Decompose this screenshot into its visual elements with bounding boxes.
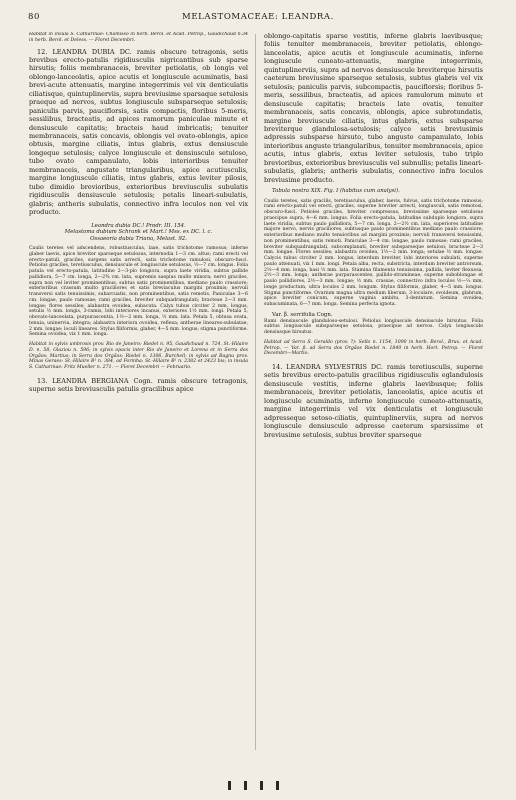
synonym-line: Leandra dubia DC.! Prodr. III. 154.: [91, 222, 186, 229]
synonym-line: Melastoma dubium Schrank et Mart.! Mss. ex DC. l. c.: [64, 229, 213, 236]
variety-description: Rami densiuscule glanduloso-setulosi. Petiolus longiuscule densiuscule hirsutus. Folia subtus longiuscule subsparseque setulosa, praecipue ad nervos. Calyx longiuscule densiusque hirsutus.: [264, 318, 483, 335]
page-header: [28, 12, 488, 24]
color-calibration-strip: [28, 776, 488, 790]
habitat-note: Habitat in insula S. Catharinae: Chamisso in herb. Berol. et Acad. Petrop., Gaudichaud n.34 in herb. Berol. et Deless. — Floret Decembri.: [29, 32, 248, 43]
running-title: MELASTOMACEAE: LEANDRA.: [182, 12, 334, 22]
variety-heading: Var. β. serrifolia Cogn.: [272, 311, 333, 318]
species-13-continuation: oblongo-capitatis sparse vestitis, inferne glabris laevibusque; foliis tenuiter membranaceis, breviter petiolatis, oblongo-lanceolatis, apice acutis et longiuscule acuminatis, inferne longiuscule cuneato-attenuatis, margine integerrimis, quintuplinerviis, supra ad nervos densiuscule breviterque hirsutis caeterum breviusime sparseque setulosis, subtus glabris vel vix setulosis; paniculis parvis, subcompactis, pauciflorsis; floribus 5-meris, sessilibus, bracteatis, ad apices ramulorum minute et densiuscule capitatis; bracteis late ovatis, tenuiter membranaceis, satis concavis, oblongis, apice subrotundatis, margine breviuscule ciliatis, intus glabris, extus subsparse breviterque glandulosa-setulosis; calyce setis breviusimis adpressis subsparse hirsuto, tubo anguste campanulato, lobis interioribus anguste triangularibus, tenuiter membranaceis, apice acutis, intus glabris, extus leviter setulosis, tubo triplo brevioribus, exterioribus breviusculis vel subnullis; petalis lineari-subulatis, glabris; antheris subulatis, connectivo infra loculos breviusime producto.: [264, 32, 483, 184]
left-column: [29, 32, 248, 770]
synonym-line: Ossaeoria dubia Triana, Melast. 92.: [90, 235, 187, 242]
habitat-note: Habitat in sylvis umbrosis prov. Rio de Janeiro: Riedel n. 95, Gaudichaud n. 724, St.-Hilaire D. n. 58, Glaziou n. 596; in sylvis opacis inter Rio de Janeiro et Lorena et in Serra dos Orgãos: Martius; in Serra dos Orgãos: Riedel n. 1306, Burchell; in sylvis ad Bagnu prov. Minas Geraes: St.-Hilaire B¹ n. 384, ad Forinha: St.-Hilaire B¹ n. 2382 et 2423 bis; in insula S. Catharinae: Fritz Mueller n. 271. — Floret Decembri — Februario.: [29, 342, 248, 371]
species-14-description: 14. LEANDRA SYLVESTRIS DC. ramis teretiusculis, superne setis brevibus erecto-patulis gracilibus rigidiusculis eglandulosis densiuscule vestitis, inferne glabris laevibusque; foliis membranaceis, breviter petiolatis, lanceolatis, apice acutis et longiuscule acuminatis, inferne longiuscule cuneato-attenuatis, margine integerrimis vel vix denticulatis et longiuscule adpresseque setoso-ciliatis, quintuplinerviis, supra ad nervos longiuscule densiuscule adpresse caeterum sparsissime et breviusime setulosis, subtus breviter sparseque: [264, 363, 483, 439]
species-12-detail: Caulis teretes vel adscendens, robustiusculus, laxe, satis trichotome ramosus; inferne glaber laevis, apice breviter sparseque setulosus, internodia 1—3 cm. altus; rami erecti vel erecto-patuli, graciles, surgens satis arrecti, satis trichotome ramulosi, obscuro-fusci. Petiolus graciles, teretiusculus, densiuscule et longiuscule setulosus, ½—7 cm. longus. Folia patula vel erecto-patula, latitudine 2—3-plo longiora, supra laete viridia, subtus pallide pallidiora, 5—7 cm. longa, 2—2¾ cm. lata, supremis saepius multo minora; nervi graciles, supra non vel leviter prominentibus, subtus satis prominentibus, mediano paulo crassiore; exterioribus crassum multo graciliores et satis breviaculus margini proximis; nervuli transversi satis tenuissimis, subarcuatis, non prominentibus, satis remotis. Paniculae 3—6 cm. longae, paulo ramosae; rami graciles, breviter subquadrangulati; bracteae 2—3 mm. longae; flores sessiles; alabastra ovoidea, subacuta. Calyx tubus circiter 2 mm. longus, setulis ½ mm. longis, 3-ramis, lobi interiores incanus, exteriores 1½ mm. longi. Petala 5, obovato-lanceolata, purpurascentia, 1½—2 mm. longa, ½ mm. lata. Petala 5, obtusa ovata, tenuia, uninervia, integra; alabastra interiora ovoidea, reflexa; antherae lineares-subulatae, 2 mm. longae; loculi lineares. Stylus filiformis, glaber, 4—5 mm. longus; stigma punctiforme. Semina ovoidea, vix 1 mm. longa.: [29, 246, 248, 338]
species-13-description: 13. LEANDRA BERGIANA Cogn. ramis obscure tetragonis, superne setis breviusculis patulis gracilibus apice: [29, 376, 248, 394]
species-12-description: 12. LEANDRA DUBIA DC. ramis obscure tetragonis, setis brevibus erecto-patulis rigidiusculis nigricantibus sub sparse hirsutis; foliis membranaceis, breviter petiolatis, ob longis vel oblongo-lanceolatis, apice acutis et longiuscule acuminatis, basi brevi-acute attenuatis, margine integerrimis vel vix denticulatis ciliatisque, quintuplinerviis, supra breviusime sparsaque setulosis praeque ad nervos, subtus longiuscule subsparseque setulosis; paniculis parvis, pauciflorsis, satis compactis, floribus 5-meris, sessilibus, bracteatis, ad apices ramorum paniculae minute et densiuscule capitatis; bracteis haud imbricatis; tenuiter membranaceis, satis concavis, oblongis vel ovato-oblongis, apice obtusis, margine ciliatis, intus glabris, extus densiuscule longeque setulosis; calyce longiuscule et densiuscule setuloso, tubo ovato campanulato, lobis interioribus tenuiter membranaceis, angustate triangularibus, apice acutiusculis, margine longiuscule ciliatis, intus glabris, extus leviter pilosis, tubo dimidio brevioribus, exterioribus breviusculis subulatis rigidiusculis densiuscule setulosis; petalis lineari-subulatis, glabris; antheris subulatis, connectivo infra loculos non vel vix producto.: [29, 47, 248, 217]
page-number: 80: [28, 12, 41, 22]
column-divider: [255, 34, 256, 750]
plate-reference: Tabula nostra XIX. Fig. I (habitus cum analysi).: [272, 188, 400, 195]
habitat-note: Habitat ad Serra S. Geraldo (prov. ?): Sello n. 1154, 1090 in herb. Berol., Brux. et Acad. Petrop. — Var. β. ad Serra dos Orgãos Riedel n. 1840 in herb. Hort. Petrop. — Floret Decembri—Martio.: [264, 339, 483, 357]
species-13-detail: Caulis teretes, satis gracilis, teretiusculus, glaber, laevis, fulvus, satis trichotome ramosus; rami erecto-patuli vel erecti, graciles, superne breviter arrecti, longiusculi, satis remotosi, obscuro-fusci. Petioles graciles, breviter compressus, brevissime sparseque setulosus praecipue supra, 4—6 mm. longus. Folia erecto-patula, latitudine subduplo longiora, supra laete viridia, subtus paulo pallidiora, 5—7 cm. longa, 2—2½ cm. lata, superiores latitudine majore nervo, nervis graciliores, subtusque paulo prominentibus mediano paulo crassiore, exterioribus mediano multo tenuioribus ad margini proximis; nervuli transversi tenuissimi, non prominentibus, satis remoti. Paniculae 3—4 cm. longae, paulo ramosae; rami graciles, breviter subquadrangulati, subcomplanati, breviter subsparseque setulosi; bracteae 2—3 mm. longae. Flores sessiles; alabastra ovoidea, 1½—2 mm. longa; setulae ½ mm. longae. Calycis tubus circiter 2 mm. longus, interdum breviter, lobi interiores subulati, superne paulo attenuati, vix 1 mm. longi. Petala alba, recta, substricta, interdum breviter antrorsum, 2½—4 mm. longa, basi ½ mm. lata. Stamina filamenta tenuissima, pallida, leviter flexuosa, 2½—3 mm. longa; antherae purpurascentes, pallido-stramineae, superne suboblongae et paulo pallidiores, 2½—3 mm. longae; ½ mm. crassae, connectivo infra loculos ½—⅓ mm. longe productum, ultra loculos 2 mm. longum. Stylus filiformis, glaber, 4—5 mm. longus. Stigma punctiforme. Ovarium magna ultra medium liberum, 3-loculare, ovoideum, glabrum, apice breviter conicum, superne vaginis ambitu, 3-dentatum. Semina ovoidea, subacuminata, 6—7 mm. longa. Semina perfecta ignota.: [264, 198, 483, 308]
right-column: [264, 32, 483, 770]
